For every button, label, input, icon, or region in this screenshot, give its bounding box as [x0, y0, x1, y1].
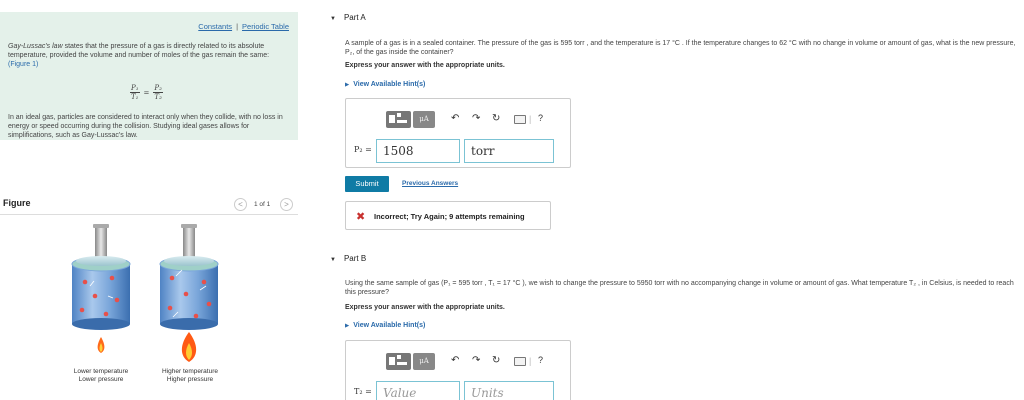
- law-name: Gay-Lussac's law: [8, 43, 63, 50]
- intro-paragraph-1: [8, 42, 288, 69]
- expand-triangle-icon: ▶: [345, 82, 350, 88]
- large-flame-icon: [182, 332, 196, 362]
- part-b-value-input[interactable]: Value: [376, 381, 460, 400]
- reset-icon[interactable]: ↻: [492, 355, 501, 366]
- part-a-question: A sample of a gas is in a sealed container. The pressure of the gas is 595 torr , and the temperature is 17 °C . If the temperature changes to 62 °C with no change in volume or amount of gas, what is the new pressure, P₂, of the gas inside the container?: [345, 40, 1016, 56]
- keyboard-icon[interactable]: [514, 115, 526, 124]
- templates-icon[interactable]: [386, 353, 411, 370]
- part-a-hint-toggle[interactable]: [345, 81, 425, 88]
- templates-icon[interactable]: [386, 111, 411, 128]
- part-b-answer-box: [345, 340, 571, 400]
- caption-low-temperature: Lower temperature: [73, 368, 129, 375]
- help-icon[interactable]: ?: [538, 113, 544, 123]
- eq-p1: P₁: [131, 84, 139, 92]
- feedback-box: [345, 201, 551, 230]
- gay-lussac-equation: [130, 84, 163, 101]
- keyboard-icon[interactable]: [514, 357, 526, 366]
- part-b-express: Express your answer with the appropriate units.: [345, 304, 505, 311]
- redo-icon[interactable]: ↷: [472, 355, 481, 366]
- cylinder-low-temp: [72, 224, 130, 330]
- eq-equals: =: [143, 88, 150, 97]
- part-b-title: Part B: [343, 254, 367, 263]
- caption-low-pressure: Lower pressure: [78, 375, 124, 383]
- submit-button[interactable]: Submit: [345, 176, 389, 192]
- units-mu-button[interactable]: μA: [413, 353, 435, 370]
- intro-box: [0, 12, 298, 140]
- fraction-left: [130, 84, 140, 101]
- link-separator: |: [236, 22, 239, 31]
- collapse-triangle-icon: ▼: [330, 16, 336, 22]
- eq-t1: T₁: [131, 93, 139, 101]
- constants-link[interactable]: Constants: [198, 22, 233, 31]
- gas-cylinders-illustration: [0, 216, 298, 400]
- toolbar-divider: |: [529, 356, 532, 366]
- intro-text: states that the pressure of a gas is directly related to its absolute temperature, provided the volume and number of moles of the gas remain the same:: [8, 43, 270, 59]
- eq-p2: P₂: [154, 84, 162, 92]
- part-a-variable-label: P₂ =: [354, 145, 372, 154]
- expand-triangle-icon: ▶: [345, 323, 350, 329]
- figure-prev-button[interactable]: <: [234, 198, 247, 211]
- right-panel: [320, 0, 1024, 400]
- caption-low-temp: [62, 368, 140, 383]
- feedback-text: Incorrect; Try Again; 9 attempts remaining: [374, 212, 525, 221]
- figure-next-button[interactable]: >: [280, 198, 293, 211]
- part-a-answer-box: [345, 98, 571, 168]
- eq-t2: T₂: [154, 93, 162, 101]
- part-a-units-input[interactable]: torr: [464, 139, 554, 163]
- part-b-header[interactable]: [330, 254, 366, 263]
- caption-high-pressure: Higher pressure: [166, 375, 214, 383]
- part-a-hint-label: View Available Hint(s): [353, 81, 426, 88]
- part-b-hint-label: View Available Hint(s): [353, 322, 426, 329]
- reset-icon[interactable]: ↻: [492, 113, 501, 124]
- part-a-title: Part A: [343, 13, 366, 22]
- units-mu-button[interactable]: μA: [413, 111, 435, 128]
- undo-icon[interactable]: ↶: [451, 355, 460, 366]
- intro-paragraph-2: In an ideal gas, particles are considered to interact only when they collide, with no loss in energy or speed occurring during the collision. Studying ideal gases allows for simplifications, such as Gay-Lussac's law.: [8, 114, 283, 139]
- figure-header: [0, 195, 298, 215]
- part-b-units-input[interactable]: Units: [464, 381, 554, 400]
- part-b-question: Using the same sample of gas (P₁ = 595 torr , T₁ = 17 °C ), we wish to change the pressure to 5950 torr with no accompanying change in volume or amount of gas. What temperature T₂ , in Celsius, is needed to reach this pressure?: [345, 280, 1014, 296]
- part-a-express: Express your answer with the appropriate units.: [345, 62, 505, 69]
- previous-answers-link[interactable]: Previous Answers: [402, 180, 459, 187]
- left-panel: [0, 0, 298, 400]
- figure-count: 1 of 1: [254, 201, 271, 208]
- undo-icon[interactable]: ↶: [451, 113, 460, 124]
- part-a-header[interactable]: [330, 13, 366, 22]
- small-flame-icon: [98, 337, 105, 353]
- figure-link[interactable]: (Figure 1): [8, 61, 39, 68]
- caption-high-temperature: Higher temperature: [162, 368, 218, 375]
- redo-icon[interactable]: ↷: [472, 113, 481, 124]
- fraction-right: [153, 84, 163, 101]
- collapse-triangle-icon: ▼: [330, 257, 336, 263]
- figure-illustration: [0, 216, 298, 400]
- periodic-table-link[interactable]: Periodic Table: [242, 22, 289, 31]
- part-b-variable-label: T₂ =: [354, 387, 372, 396]
- reference-links: [198, 22, 289, 31]
- part-a-value-input[interactable]: 1508: [376, 139, 460, 163]
- toolbar-divider: |: [529, 114, 532, 124]
- incorrect-icon: ✖: [356, 211, 366, 223]
- figure-title: Figure: [3, 198, 31, 208]
- part-b-hint-toggle[interactable]: [345, 322, 425, 329]
- help-icon[interactable]: ?: [538, 355, 544, 365]
- cylinder-high-temp: [160, 224, 218, 330]
- caption-high-temp: [150, 368, 230, 383]
